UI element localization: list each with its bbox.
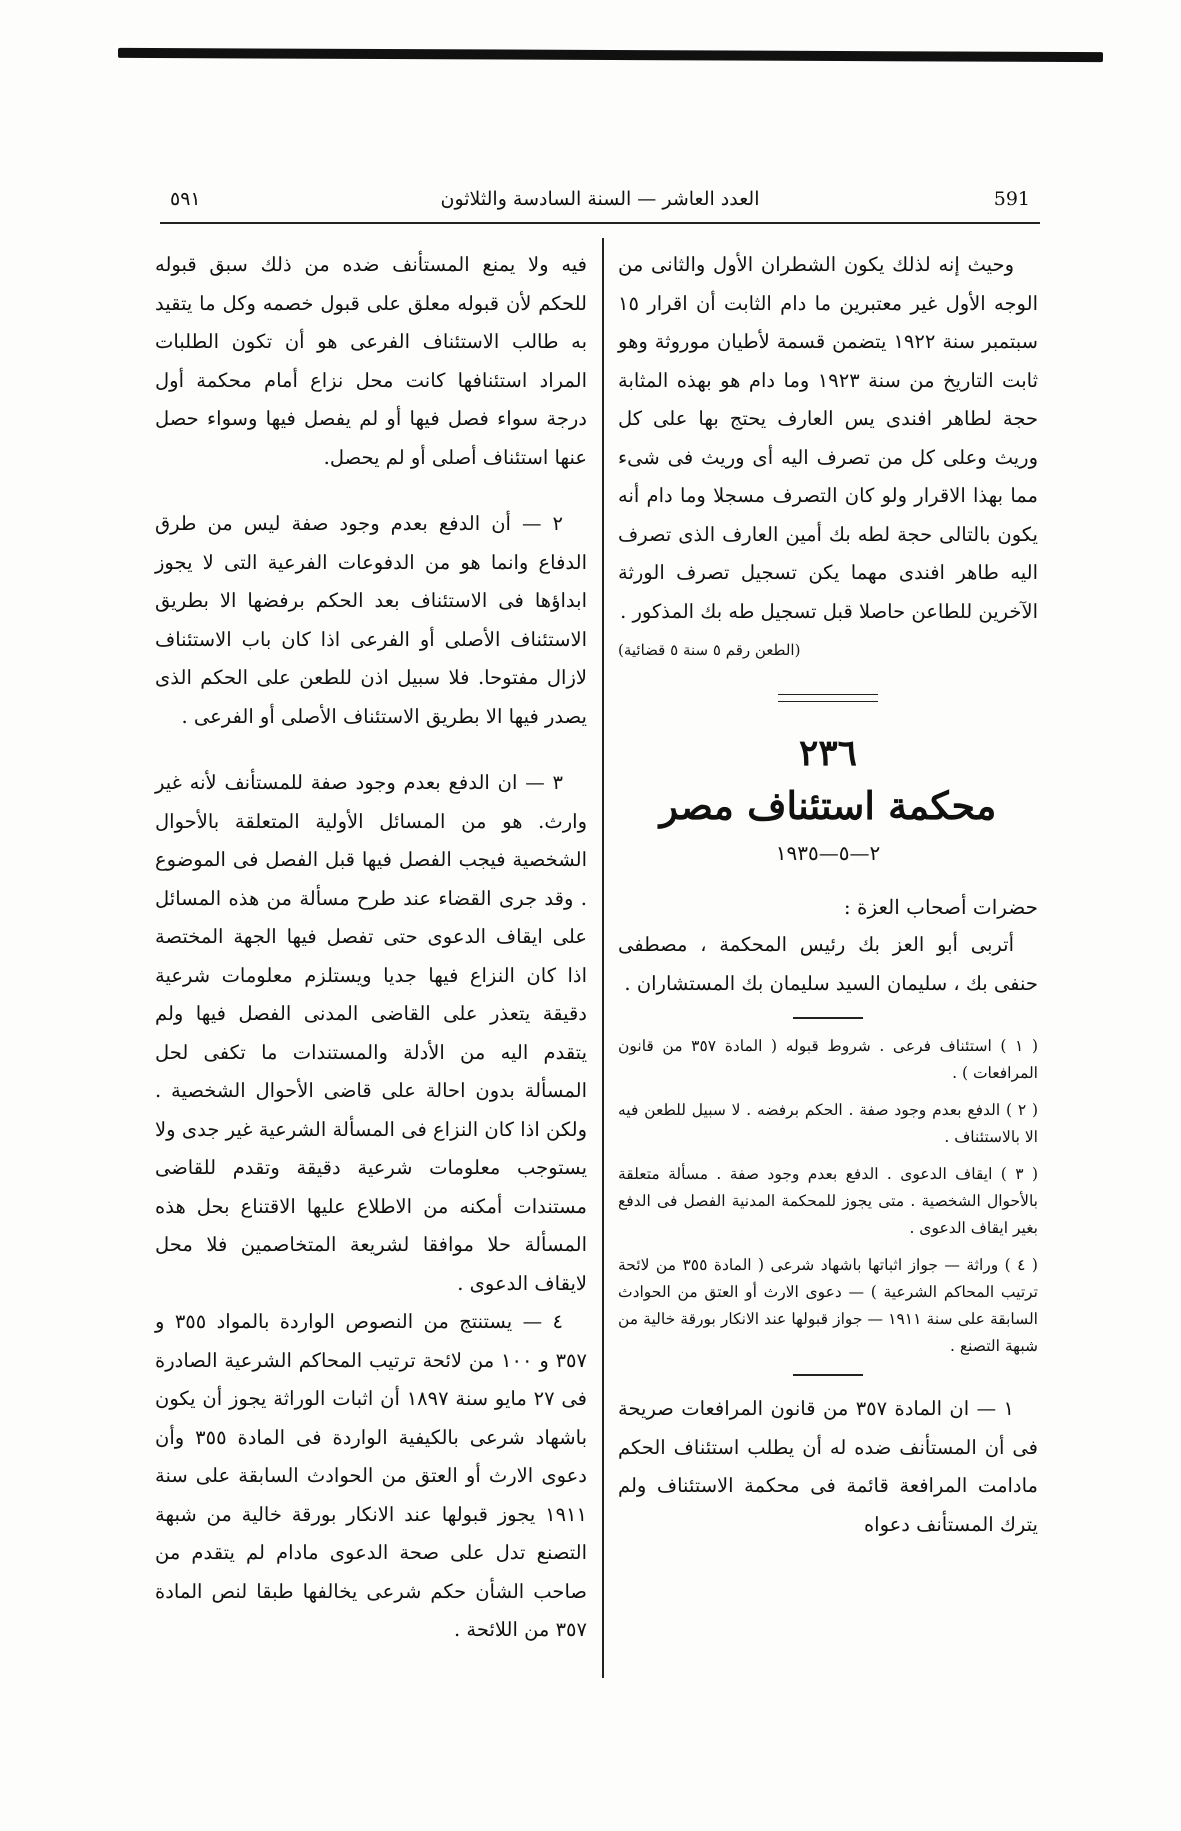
summary-item: ( ٣ ) ايقاف الدعوى . الدفع بعدم وجود صفة . مسألة متعلقة بالأحوال الشخصية . متى يجوز للمحكمة المدنية الفصل فى الدفع بغير ايقاف الدعوى .	[618, 1165, 1038, 1237]
rule	[793, 1374, 863, 1376]
summary-list	[618, 1033, 1038, 1360]
summary-item: ( ١ ) استئناف فرعى . شروط قبوله ( المادة ٣٥٧ من قانون المرافعات ) .	[618, 1037, 1038, 1082]
case-date: ٢—٥—١٩٣٥	[775, 840, 881, 865]
summary-item: ( ٤ ) وراثة — جواز اثباتها باشهاد شرعى ( المادة ٣٥٥ من لائحة ترتيب المحاكم الشرعية ) — دعوى الارث أو العتق من الحوادث السابقة على سنة ١٩١١ — جواز قبولها عند الانكار بورقة خالية من شبهة التصنع .	[618, 1256, 1038, 1355]
page-header	[170, 188, 1030, 218]
top-rule	[118, 48, 1103, 62]
point-2: ٢ — أن الدفع بعدم وجود صفة ليس من طرق الدفاع وانما هو من الدفوعات الفرعية التى لا يجوز ابداؤها فى الاستئناف بعد الحكم برفضها الا بطريق الاستئناف الأصلى أو الفرعى اذا كان باب الاستئناف لازال مفتوحا. فلا سبيل اذن للطعن على الحكم الذى يصدر فيها الا بطريق الاستئناف الأصلى أو الفرعى .	[155, 512, 587, 728]
rule	[793, 1017, 863, 1019]
point-1-start: ١ — ان المادة ٣٥٧ من قانون المرافعات صريحة فى أن المستأنف ضده له أن يطلب استئناف الحكم مادامت المرافعة قائمة فى محكمة الاستئناف ولم يترك المستأنف دعواه	[618, 1397, 1038, 1536]
right-column	[618, 246, 1038, 1544]
page-number-arabic: ٥٩١	[170, 188, 201, 210]
appeal-note: (الطعن رقم ٥ سنة ٥ قضائية)	[618, 641, 801, 659]
column-divider	[602, 238, 604, 1678]
court-name: محكمة استئناف مصر	[659, 782, 997, 828]
running-title: العدد العاشر — السنة السادسة والثلاثون	[440, 188, 760, 210]
point-4: ٤ — يستنتج من النصوص الواردة بالمواد ٣٥٥ و ٣٥٧ و ١٠٠ من لائحة ترتيب المحاكم الشرعية الصادرة فى ٢٧ مايو سنة ١٨٩٧ أن اثبات الوراثة يجوز أن يكون باشهاد شرعى بالكيفية الواردة فى المادة ٣٥٥ وأن دعوى الارث أو العتق من الحوادث السابقة على سنة ١٩١١ يجوز قبولها عند الانكار بورقة خالية من شبهة التصنع تدل على صحة الدعوى مادام لم يتقدم من صاحب الشأن حكم شرعى يخالفها طبقا لنص المادة ٣٥٧ من اللائحة .	[155, 1310, 587, 1641]
intro-paragraph: وحيث إنه لذلك يكون الشطران الأول والثانى من الوجه الأول غير معتبرين ما دام الثابت أن اقرار ١٥ سبتمبر سنة ١٩٢٢ يتضمن قسمة لأطيان موروثة وهو ثابت التاريخ من سنة ١٩٢٣ وما دام هو بهذه المثابة حجة لطاهر افندى يس العارف يحتج بها على كل وريث وعلى كل من تصرف اليه أى وريث فى شىء مما بهذا الاقرار ولو كان التصرف مسجلا وما دام أنه يكون بالتالى حجة لطه بك أمين العارف الذى تصرف اليه طاهر افندى مهما يكن تسجيل تصرف الورثة الآخرين للطاعن حاصلا قبل تسجيل طه بك المذكور .	[618, 253, 1038, 623]
page-number-latin: 591	[993, 188, 1030, 210]
judges-heading: حضرات أصحاب العزة :	[843, 894, 1038, 919]
header-rule	[160, 222, 1040, 224]
left-column	[155, 246, 587, 1650]
point-3: ٣ — ان الدفع بعدم وجود صفة للمستأنف لأنه غير وارث. هو من المسائل الأولية المتعلقة بالأحوال الشخصية فيجب الفصل فيها قبل الفصل فى الموضوع . وقد جرى القضاء عند طرح مسألة من هذه المسائل على ايقاف الدعوى حتى تفصل فيها الجهة المختصة اذا كان النزاع فيها جديا ويستلزم معلومات شرعية دقيقة يتعذر على القاضى المدنى الفصل فيها ولم يتقدم اليه من الأدلة والمستندات ما تكفى لحل المسألة بدون احالة على قاضى الأحوال الشخصية . ولكن اذا كان النزاع فى المسألة الشرعية غير جدى ولا يستوجب معلومات شرعية دقيقة وتقدم للقاضى مستندات أمكنه من الاطلاع عليها الاقتناع بحل هذه المسألة حلا موافقا لشريعة المتخاصمين فلا محل لايقاف الدعوى .	[155, 771, 587, 1295]
summary-item: ( ٢ ) الدفع بعدم وجود صفة . الحكم برفضه . لا سبيل للطعن فيه الا بالاستئناف .	[618, 1101, 1038, 1146]
case-number: ٢٣٦	[798, 731, 857, 774]
judges-list: أتربى أبو العز بك رئيس المحكمة ، مصطفى حنفى بك ، سليمان السيد سليمان بك المستشاران .	[618, 933, 1038, 995]
point-1-continued: فيه ولا يمنع المستأنف ضده من ذلك سبق قبوله للحكم لأن قبوله معلق على قبول خصمه وكل ما يتقيد به طالب الاستئناف الفرعى هو أن تكون الطلبات المراد استئنافها كانت محل نزاع أمام محكمة أول درجة سواء فصل فيها أو لم يفصل فيها وسواء حصل عنها استئناف أصلى أو لم يحصل.	[155, 253, 587, 469]
section-separator	[778, 694, 878, 702]
